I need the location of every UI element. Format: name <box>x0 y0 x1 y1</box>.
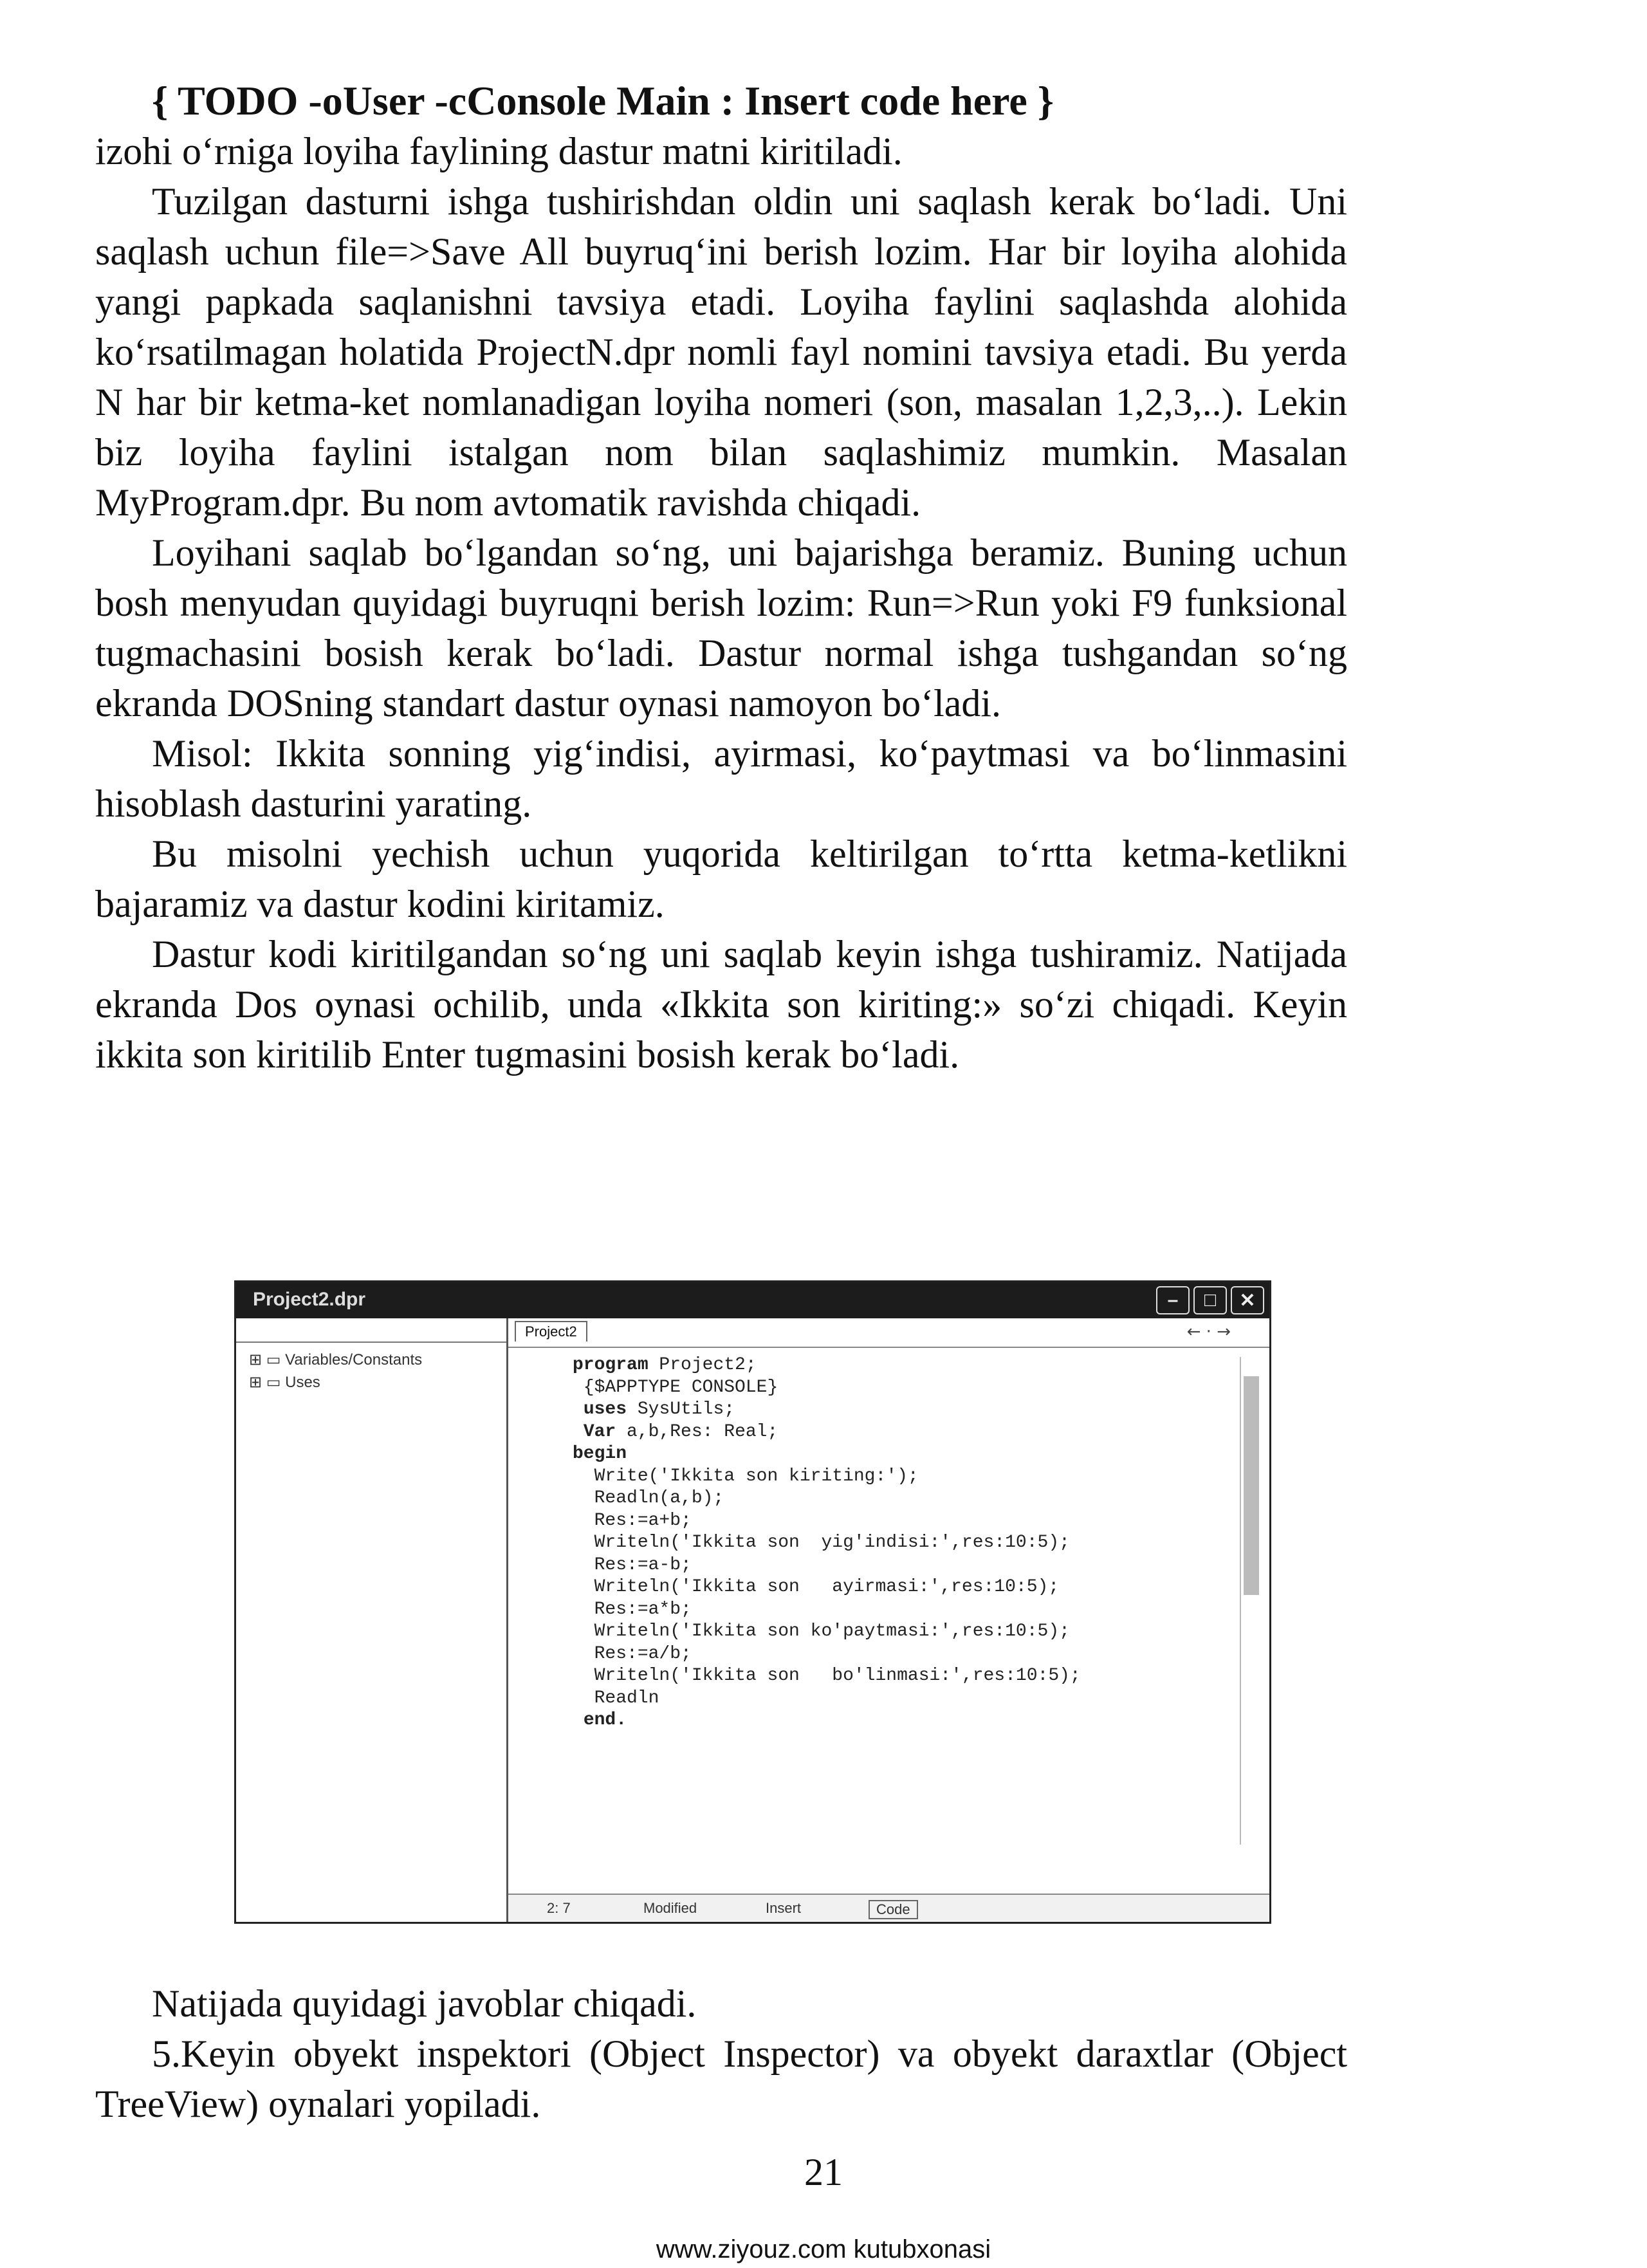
code-line[interactable]: {$APPTYPE CONSOLE} <box>573 1377 778 1397</box>
vertical-scrollbar[interactable] <box>1240 1357 1263 1845</box>
code-line[interactable]: Res:=a+b; <box>573 1510 692 1531</box>
window-titlebar <box>236 1282 1269 1318</box>
explorer-combo[interactable] <box>236 1318 506 1343</box>
cursor-position: 2: 7 <box>547 1900 571 1916</box>
maximize-button[interactable]: □ <box>1193 1286 1227 1314</box>
paragraph-8: 5.Keyin obyekt inspektori (Object Inspector) va obyekt daraxtlar (Object TreeView) oynalari yopiladi. <box>95 2033 1347 2125</box>
paragraph-5: Bu misolni yechish uchun yuqorida keltirilgan to‘rtta ketma-ketlikni bajaramiz va dastur kodini kiritamiz. <box>95 833 1347 925</box>
code-line[interactable]: uses SysUtils; <box>583 1399 735 1419</box>
paragraph-4: Misol: Ikkita sonning yig‘indisi, ayirmasi, ko‘paytmasi va bo‘linmasini hisoblash dasturini yarating. <box>95 732 1347 825</box>
code-line[interactable]: Writeln('Ikkita son ayirmasi:',res:10:5); <box>573 1577 1060 1597</box>
close-button[interactable]: ✕ <box>1231 1286 1264 1314</box>
code-line[interactable]: program Project2; <box>573 1355 757 1375</box>
editor-statusbar <box>508 1894 1269 1922</box>
ide-screenshot <box>234 1280 1271 1924</box>
modified-status: Modified <box>643 1900 697 1916</box>
explorer-tree <box>236 1343 506 1392</box>
footer-watermark: www.ziyouz.com kutubxonasi <box>656 2235 991 2263</box>
code-line[interactable]: Readln(a,b); <box>573 1488 724 1508</box>
todo-comment-line: { TODO -oUser -cConsole Main : Insert code here } <box>152 78 1054 124</box>
tree-item-variables[interactable]: ⊞ ▭ Variables/Constants <box>249 1351 423 1369</box>
editor-tabbar <box>508 1318 1269 1348</box>
scrollbar-thumb[interactable] <box>1244 1376 1259 1595</box>
code-line[interactable]: Res:=a*b; <box>573 1599 692 1619</box>
code-line[interactable]: Var a,b,Res: Real; <box>583 1421 778 1442</box>
code-line[interactable]: Writeln('Ikkita son bo'linmasi:',res:10:5); <box>573 1666 1081 1686</box>
code-line[interactable]: Write('Ikkita son kiriting:'); <box>573 1466 919 1486</box>
code-line[interactable]: end. <box>583 1710 627 1730</box>
code-line[interactable]: Res:=a-b; <box>573 1554 692 1575</box>
code-explorer-panel <box>236 1318 508 1922</box>
code-line[interactable]: Readln <box>573 1688 659 1708</box>
paragraph-2: Tuzilgan dasturni ishga tushirishdan oldin uni saqlash kerak bo‘ladi. Uni saqlash uchun file=>Save All buyruq‘ini berish lozim. Har bir loyiha alohida yangi papkada saqlanishni tavsiya etadi. Loyiha faylini saqlashda alohida ko‘rsatilmagan holatida ProjectN.dpr nomli fayl nomini tavsiya etadi. Bu yerda N har bir ketma-ket nomlanadigan loyiha nomeri (son, masalan 1,2,3,..). Lekin biz loyiha faylini istalgan nom bilan saqlashimiz mumkin. Masalan MyProgram.dpr. Bu nom avtomatik ravishda chiqadi. <box>95 180 1347 524</box>
page-number: 21 <box>804 2151 843 2193</box>
nav-arrows-icon[interactable]: ← · → <box>1186 1322 1231 1341</box>
paragraph-1: izohi o‘rniga loyiha faylining dastur matni kiritiladi. <box>95 130 903 172</box>
code-line[interactable]: begin <box>573 1444 627 1464</box>
window-title: Project2.dpr <box>253 1289 366 1310</box>
insert-mode: Insert <box>766 1900 802 1916</box>
code-editor[interactable] <box>508 1318 1269 1922</box>
body-text <box>95 76 1347 1080</box>
code-line[interactable]: Writeln('Ikkita son yig'indisi:',res:10:5); <box>573 1533 1070 1553</box>
code-text[interactable] <box>573 1354 1224 1732</box>
paragraph-7: Natijada quyidagi javoblar chiqadi. <box>152 1982 697 2025</box>
tab-code[interactable]: Code <box>869 1900 918 1919</box>
minimize-button[interactable]: – <box>1156 1286 1190 1314</box>
tab-project2[interactable]: Project2 <box>515 1321 587 1341</box>
body-text-after-figure <box>95 1978 1347 2129</box>
code-line[interactable]: Writeln('Ikkita son ko'paytmasi:',res:10:5); <box>573 1621 1070 1641</box>
paragraph-6: Dastur kodi kiritilgandan so‘ng uni saqlab keyin ishga tushiramiz. Natijada ekranda Dos oynasi ochilib, unda «Ikkita son kiriting:» so‘zi chiqadi. Keyin ikkita son kiritilib Enter tugmasini bosish kerak bo‘ladi. <box>95 933 1347 1076</box>
code-line[interactable]: Res:=a/b; <box>573 1643 692 1664</box>
tree-item-uses[interactable]: ⊞ ▭ Uses <box>249 1374 320 1391</box>
paragraph-3: Loyihani saqlab bo‘lgandan so‘ng, uni bajarishga beramiz. Buning uchun bosh menyudan quyidagi buyruqni berish lozim: Run=>Run yoki F9 funksional tugmachasini bosish kerak bo‘ladi. Dastur normal ishga tushgandan so‘ng ekranda DOSning standart dastur oynasi namoyon bo‘ladi. <box>95 531 1347 724</box>
